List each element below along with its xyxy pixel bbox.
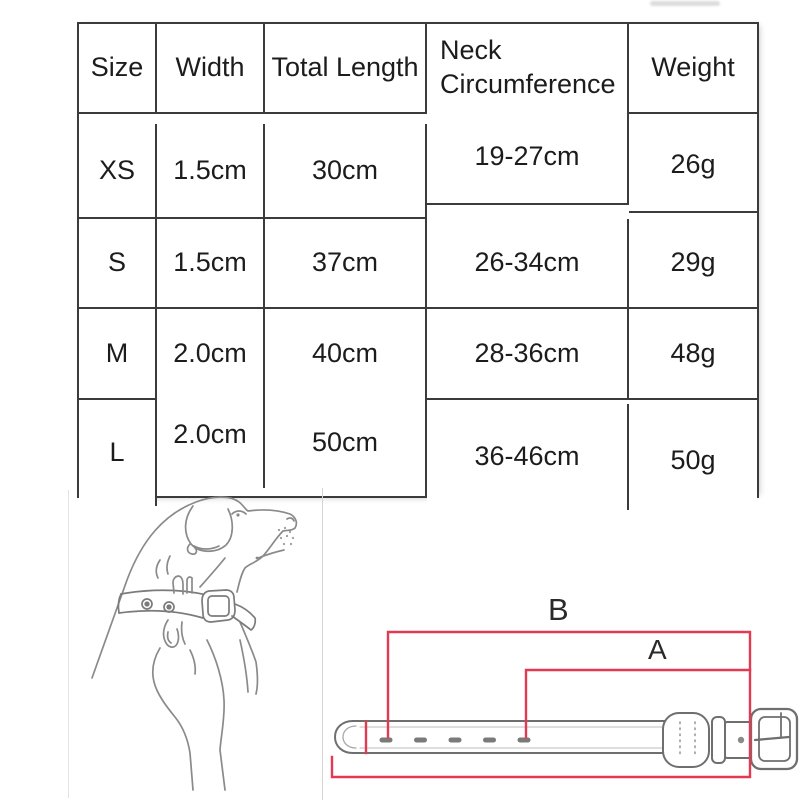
row-s-width: 1.5cm: [157, 219, 265, 309]
row-s-neck: 26-34cm: [427, 219, 629, 309]
row-xs-total-length: 30cm: [265, 124, 427, 219]
row-s-size: S: [79, 219, 157, 309]
row-m-weight: 48g: [629, 309, 757, 400]
artwork-canvas: [0, 480, 800, 800]
row-l-size: L: [79, 400, 157, 506]
collar-holes: [380, 738, 531, 743]
scan-artifact-smudge: [650, 1, 720, 6]
row-l-total-length: 50cm: [265, 390, 427, 496]
header-neck-circumference: Neck Circumference: [427, 24, 629, 114]
header-total-length: Total Length: [265, 24, 427, 114]
row-s-total-length: 37cm: [265, 219, 427, 309]
row-m-size: M: [79, 309, 157, 400]
collar-diagram: [335, 709, 797, 769]
row-m-neck: 28-36cm: [427, 309, 629, 400]
row-l-width: 2.0cm: [157, 382, 265, 488]
header-size: Size: [79, 24, 157, 114]
row-l-weight: 50g: [629, 408, 757, 514]
row-xs-neck: 19-27cm: [427, 110, 629, 205]
row-xs-size: XS: [79, 124, 157, 219]
header-width: Width: [157, 24, 265, 114]
dimension-label-b: B: [548, 592, 569, 627]
row-xs-weight: 26g: [629, 118, 757, 213]
row-m-width: 2.0cm: [157, 309, 265, 400]
size-chart-table: [77, 22, 759, 498]
rivet: [738, 737, 744, 743]
row-s-weight: 29g: [629, 219, 757, 309]
collar-loop: [663, 713, 709, 767]
row-m-total-length: 40cm: [265, 309, 427, 400]
dog-collar-band: [118, 590, 255, 630]
header-weight: Weight: [629, 24, 757, 114]
row-xs-width: 1.5cm: [157, 124, 265, 219]
row-l-neck: 36-46cm: [427, 404, 629, 510]
dog-collar-fit-sketch: [92, 497, 296, 790]
collar-buckle: [751, 709, 797, 769]
dimension-label-a: A: [648, 634, 667, 665]
collar-keeper-bar: [712, 717, 725, 763]
